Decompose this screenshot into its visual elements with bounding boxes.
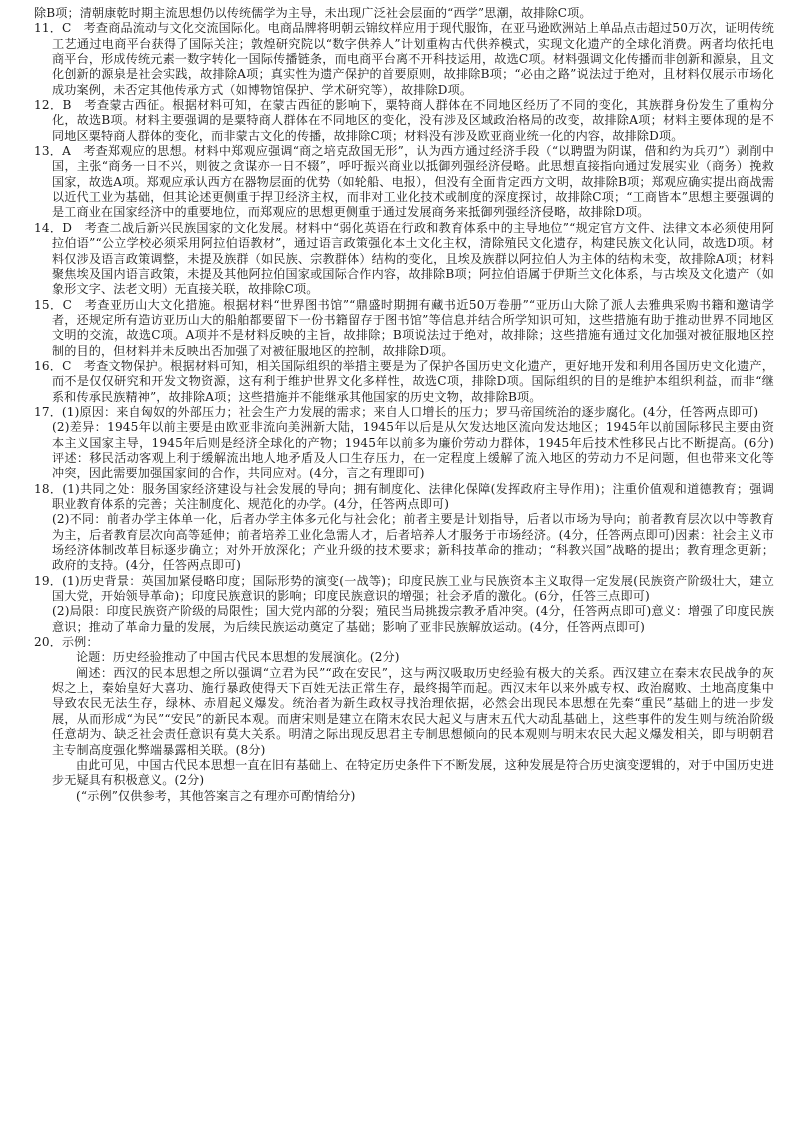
answer-11: 11．C 考查商品流动与文化交流国际化。电商品牌将明朝云锦纹样应用于现代服饰，在亚马逊欧洲站上单品点击超过50万次，证明传统工艺通过电商平台获得了国际关注；敦煌研究院以“数字供养人”计划重构古代供养模式，实现文化遗产的全球化消费。两者均依托电商平台，形成传统元素一数字转化一国际传播链条，而电商平台离不开科技运用，故选C项。材料强调文化传播而非创新和源泉，且文化创新的源泉是社会实践，故排除A项；真实性为遗产保护的首要原则，故排除B项；“必由之路”说法过于绝对，且材料仅展示市场化成功案例，未否定其他传承方式（如博物馆保护、学术研究等），故排除D项。 <box>34 21 774 97</box>
answer-20-thesis: 论题：历史经验推动了中国古代民本思想的发展演化。(2分) <box>76 650 400 665</box>
answer-19-part2: (2)局限：印度民族资产阶级的局限性；国大党内部的分裂；殖民当局挑拨宗教矛盾冲突。(4分，任答两点即可)意义：增强了印度民族意识；推动了革命力量的发展，为后续民族运动奠定了基础；影响了亚非民族解放运动。(4分，任答两点即可) <box>52 604 774 634</box>
answer-14: 14．D 考查二战后新兴民族国家的文化发展。材料中“弱化英语在行政和教育体系中的主导地位”“规定官方文件、法律文本必须使用阿拉伯语”“公立学校必须采用阿拉伯语教材”，通过语言政策强化本土文化主权，清除殖民文化遗存，构建民族文化认同，故选D项。材料仅涉及语言政策调整，未提及族群（如民族、宗教群体）结构的变化，且埃及族群以阿拉伯人为主体的结构未变，故排除A项；材料聚焦埃及国内语言政策，未提及其他阿拉伯国家或国际合作内容，故排除B项；阿拉伯语属于伊斯兰文化体系，与古埃及文化遗产（如象形文字、法老文明）无直接关联，故排除C项。 <box>34 220 774 297</box>
answer-18-part1: 18．(1)共同之处：服务国家经济建设与社会发展的导向；拥有制度化、法律化保障(发挥政府主导作用)；注重价值观和道德教育；强调职业教育体系的完善；关注制度化、规范化的办学。(4分，任答两点即可) <box>34 481 774 511</box>
answer-continuation: 除B项；清朝康乾时期主流思想仍以传统儒学为主导，未出现广泛社会层面的“西学”思潮，故排除C项。 <box>34 6 592 20</box>
answer-20-note: (“示例”仅供参考，其他答案言之有理亦可酌情给分) <box>76 788 356 803</box>
answer-20-heading: 20．示例： <box>34 635 99 650</box>
answer-15: 15．C 考查亚历山大文化措施。根据材料“世界图书馆”“鼎盛时期拥有藏书近50万卷册”“亚历山大除了派人去雅典采购书籍和邀请学者，还规定所有造访亚历山大的船舶都要留下一份书籍留存于图书馆”等信息并结合所学知识可知，这些措施有助于推动世界不同地区文明的交流，故选C项。A项并不是材料反映的主旨，故排除；B项说法过于绝对，故排除；这些措施有通过文化加强对被征服地区控制的目的，但材料并未反映出否加强了对被征服地区的控制，故排除D项。 <box>34 297 774 358</box>
answer-19-part1: 19．(1)历史背景：英国加紧侵略印度；国际形势的演变(一战等)；印度民族工业与民族资本主义取得一定发展(民族资产阶级壮大，建立国大党，开始领导革命)；印度民族意识的影响；印度民族意识的增强；社会矛盾的激化。(6分，任答三点即可) <box>34 573 774 604</box>
answer-13: 13．A 考查郑观应的思想。材料中郑观应强调“商之培克敌国无形”，认为西方通过经济手段（“以聘盟为阴谋，借和约为兵刃”）剥削中国，主张“商务一日不兴，则彼之贪谋亦一日不辍”，呼吁振兴商业以抵御列强经济侵略。此思想直接指向通过发展实业（商务）挽救国家，故选A项。郑观应承认西方在器物层面的优势（如轮船、电报），但没有全面肯定西方文明，故排除B项；郑观应确实提出商战需以近代工业为基础，但其论述更侧重于捍卫经济主权，而非对工业化技术或制度的深度探讨，故排除C项；“工商皆本”思想主要强调的是工商业在国家经济中的重要地位，而郑观应的思想更侧重于通过发展商务来抵御列强经济侵略，故排除D项。 <box>34 144 775 220</box>
answer-17-part2: (2)差异：1945年以前主要是由欧亚非流向美洲新大陆，1945年以后是从欠发达地区流向发达地区；1945年以前国际移民主要由资本主义国家主导，1945年后则是经济全球化的产物；1945年以前多为廉价劳动力群体，1945年后技术性移民占比不断提高。(6分)评述：移民活动客观上利于缓解流出地人地矛盾及人口生存压力，在一定程度上缓解了流入地区的劳动力不足问题，但也带来文化等冲突，因此需要加强国家间的合作，共同应对。(4分，言之有理即可) <box>52 420 774 481</box>
answer-17-part1: 17．(1)原因：来自匈奴的外部压力；社会生产力发展的需求；来自人口增长的压力；罗马帝国统治的逐步腐化。(4分，任答两点即可) <box>34 404 759 419</box>
answer-18-part2: (2)不同：前者办学主体单一化，后者办学主体多元化与社会化；前者主要是计划指导，后者以市场为导向；前者教育层次以中等教育为主，后者教育层次向高等延伸；前者培养工业化急需人才，后者培养人才服务于市场经济。(4分，任答两点即可)因素：社会主义市场经济体制改革目标逐步确立；对外开放深化；产业升级的技术要求；新科技革命的推动；“科教兴国”战略的提出；教育理念更新；政府的支持。(4分，任答两点即可) <box>52 512 774 573</box>
answer-16: 16．C 考查文物保护。根据材料可知，相关国际组织的举措主要是为了保护各国历史文化遗产，更好地开发和利用各国历史文化遗产，而不是仅仅研究和开发文物资源，这有利于维护世界文化多样性，故选C项，排除D项。国际组织的目的是维护本组织利益，而非“继系和传承民族精神”，故排除A项；这些措施并不能继承其他国家的历史文物，故排除B项。 <box>34 358 774 404</box>
answer-20-conclusion: 由此可见，中国古代民本思想一直在旧有基础上、在特定历史条件下不断发展，这种发展是符合历史演变逻辑的，对于中国历史进步无疑具有积极意义。(2分) <box>52 757 774 788</box>
answer-20-explanation: 阐述：西汉的民本思想之所以强调“立君为民”“政在安民”，这与两汉吸取历史经验有极大的关系。西汉建立在秦末农民战争的灰烬之上，秦始皇好大喜功、施行暴政使得天下百姓无法正常生存，最终揭竿而起。西汉末年以来外戚专权、政治腐败、土地高度集中导致农民无法生存，绿林、赤眉起义爆发。统治者为新生政权寻找治理依据，必然会出现民本思想在先秦“重民”基础上的进一步发展，从而形成“为民”“安民”的新民本观。而唐宋则是建立在隋末农民大起义与唐末五代大动乱基础上，这些事件的发生则与统治阶级任意胡为、缺乏社会责任意识有莫大关系。明清之际出现反思君主专制思想倾向的民本观则与明末农民大起义爆发相关，即与明朝君主专制高度强化弊端暴露相关联。(8分) <box>52 665 774 757</box>
answer-12: 12．B 考查蒙古西征。根据材料可知，在蒙古西征的影响下，粟特商人群体在不同地区经历了不同的变化，其族群身份发生了重构分化，故选B项。材料主要强调的是粟特商人群体在不同地区的变化，没有涉及区域政治格局的改变，故排除A项；材料主要体现的是不同地区粟特商人群体的变化，而非蒙古文化的传播，故排除C项；材料没有涉及欧亚商业统一化的内容，故排除D项。 <box>34 98 774 143</box>
